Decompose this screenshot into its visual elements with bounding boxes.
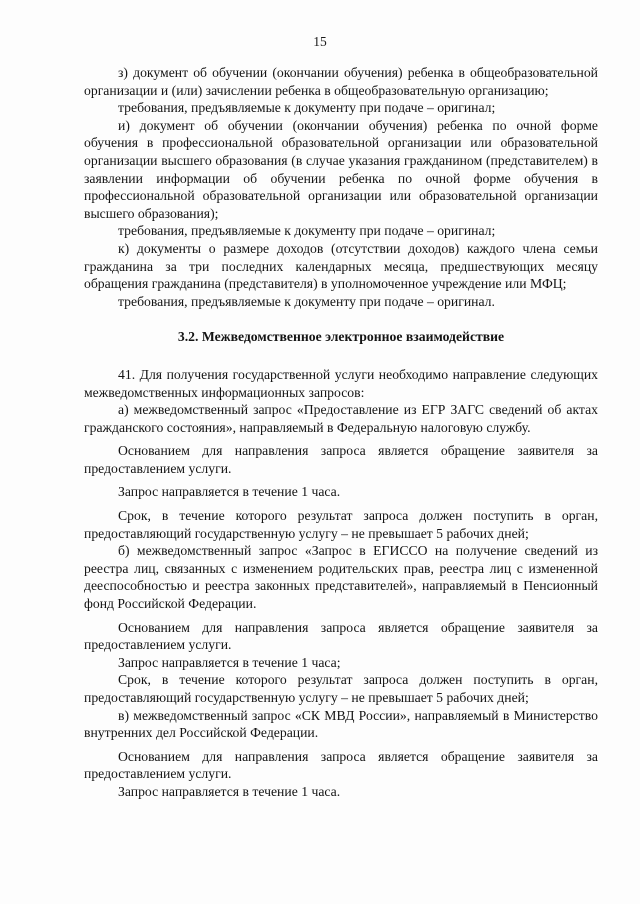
paragraph-timing: Запрос направляется в течение 1 часа.: [118, 484, 341, 500]
paragraph-deadline: Срок, в течение которого результат запроса должен поступить в орган, предоставляющий государственную услугу – не превышает 5 рабочих дней;: [84, 672, 598, 705]
paragraph-item-i: и) документ об обучении (окончании обучения) ребенка по очной форме обучения в профессиональной образовательной организации или образовательной организации высшего образования (в случае указания гражданином (представителем) в заявлении информации об обучении ребенка по очной форме обучения в профессиональной образовательной организации или образовательной организации высшего образования);: [84, 117, 598, 221]
paragraph-timing: Запрос направляется в течение 1 часа.: [118, 783, 341, 799]
paragraph-requirement: требования, предъявляемые к документу при подаче – оригинал.: [118, 293, 495, 309]
section-heading: 3.2. Межведомственное электронное взаимодействие: [177, 329, 505, 345]
paragraph-request-b: б) межведомственный запрос «Запрос в ЕГИССО на получение сведений из реестра лиц, связанных с изменением родительских прав, реестра лиц с измененной дееспособностью и реестра законных представителей», направляемый в Пенсионный фонд Российской Федерации.: [84, 543, 598, 612]
paragraph-basis: Основанием для направления запроса является обращение заявителя за предоставлением услуги.: [84, 443, 598, 476]
paragraph-basis: Основанием для направления запроса является обращение заявителя за предоставлением услуги.: [84, 748, 598, 782]
paragraph-item-z: з) документ об обучении (окончании обучения) ребенка в общеобразовательной организации и (или) зачислении ребенка в общеобразовательную организацию;: [84, 65, 598, 98]
paragraph-timing: Запрос направляется в течение 1 часа;: [118, 654, 341, 670]
paragraph-item-k: к) документы о размере доходов (отсутствии доходов) каждого члена семьи гражданина за три последних календарных месяца, предшествующих месяцу обращения гражданина (представителя) в уполномоченное учреждение или МФЦ;: [84, 240, 598, 292]
document-body: [84, 64, 598, 801]
paragraph-clause-41: 41. Для получения государственной услуги необходимо направление следующих межведомственных информационных запросов:: [84, 366, 598, 400]
paragraph-requirement: требования, предъявляемые к документу при подаче – оригинал;: [118, 223, 496, 239]
page-number: 15: [313, 34, 327, 49]
paragraph-request-v: в) межведомственный запрос «СК МВД России», направляемый в Министерство внутренних дел Российской Федерации.: [84, 707, 598, 741]
paragraph-deadline: Срок, в течение которого результат запроса должен поступить в орган, предоставляющий государственную услугу – не превышает 5 рабочих дней;: [84, 508, 598, 541]
paragraph-request-a: а) межведомственный запрос «Предоставление из ЕГР ЗАГС сведений об актах гражданского состояния», направляемый в Федеральную налоговую службу.: [84, 402, 598, 435]
paragraph-basis: Основанием для направления запроса является обращение заявителя за предоставлением услуги.: [84, 619, 598, 653]
paragraph-requirement: требования, предъявляемые к документу при подаче – оригинал;: [118, 100, 496, 116]
